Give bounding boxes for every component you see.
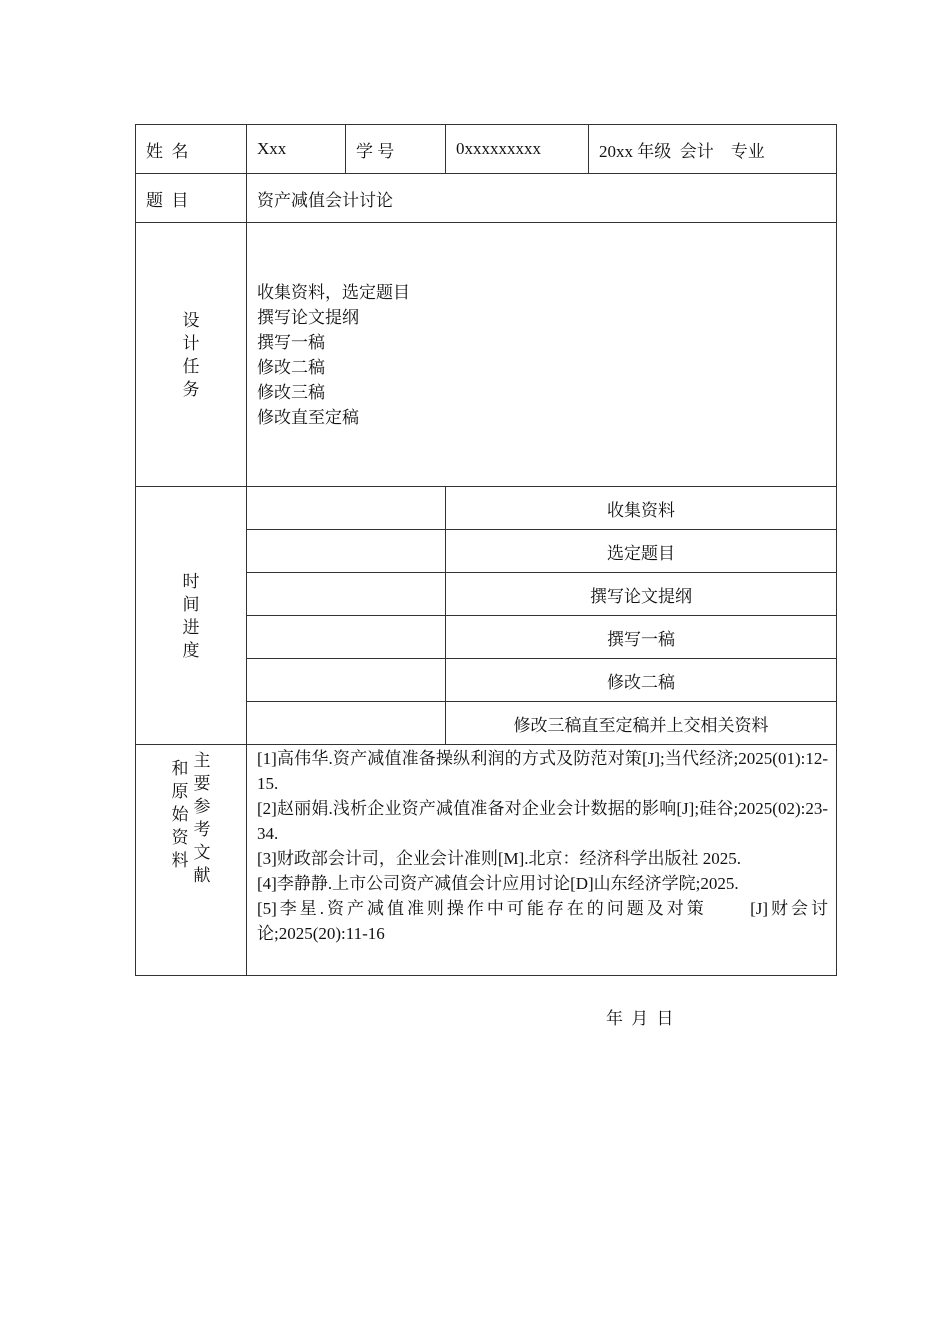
schedule-label-char: 间 (182, 594, 200, 614)
references-label-char: 料 (171, 851, 189, 870)
signature-date: 年 月 日 (606, 1009, 674, 1028)
schedule-task: 收集资料 (446, 487, 837, 530)
task-label (136, 223, 247, 487)
schedule-time (247, 573, 446, 616)
schedule-label-char: 进 (182, 617, 200, 637)
references-label-char: 始 (171, 805, 189, 824)
reference-item: [5]李星.资产减值准则操作中可能存在的问题及对策 [J]财会讨论;2025(20):11-16 (257, 899, 828, 943)
schedule-time (247, 616, 446, 659)
schedule-time (247, 530, 446, 573)
student-no-value: 0xxxxxxxxx (446, 125, 589, 174)
task-item: 修改二稿 (257, 357, 325, 377)
references-list (247, 745, 837, 976)
references-label-char: 参 (193, 797, 211, 816)
task-item: 修改直至定稿 (257, 407, 359, 427)
task-item: 撰写论文提纲 (257, 307, 359, 327)
name-value: Xxx (247, 125, 346, 174)
task-label-char: 任 (182, 356, 200, 376)
schedule-label-char: 度 (182, 640, 200, 660)
schedule-task: 撰写一稿 (446, 616, 837, 659)
reference-item: [4]李静静.上市公司资产减值会计应用讨论[D]山东经济学院;2025. (257, 874, 739, 893)
reference-item: [2]赵丽娟.浅析企业资产减值准备对企业会计数据的影响[J];硅谷;2025(02):23-34. (257, 799, 828, 843)
task-item: 修改三稿 (257, 382, 325, 402)
references-label-char: 原 (171, 782, 189, 801)
references-label-char: 要 (193, 774, 211, 793)
references-label-char: 资 (171, 828, 189, 847)
schedule-time (247, 487, 446, 530)
task-label-char: 计 (182, 333, 200, 353)
references-label-char: 献 (193, 866, 211, 885)
schedule-label (136, 487, 247, 745)
task-label-char: 设 (182, 310, 200, 330)
reference-item: [1]高伟华.资产减值准备操纵利润的方式及防范对策[J];当代经济;2025(01):12-15. (257, 749, 828, 793)
assignment-form (135, 124, 837, 976)
references-label-char: 文 (193, 843, 211, 862)
topic-label: 题 目 (136, 174, 247, 223)
schedule-time (247, 702, 446, 745)
references-label-char: 考 (193, 820, 211, 839)
schedule-task: 修改三稿直至定稿并上交相关资料 (446, 702, 837, 745)
references-label (136, 745, 247, 976)
task-item: 撰写一稿 (257, 332, 325, 352)
task-list (247, 223, 837, 487)
schedule-task: 修改二稿 (446, 659, 837, 702)
task-item: 收集资料，选定题目 (257, 282, 410, 302)
task-label-char: 务 (182, 379, 200, 399)
schedule-task: 撰写论文提纲 (446, 573, 837, 616)
references-label-char: 主 (193, 751, 211, 770)
grade-major: 20xx 年级 会计 专业 (589, 125, 837, 174)
name-label: 姓 名 (136, 125, 247, 174)
topic-value: 资产减值会计讨论 (247, 174, 837, 223)
schedule-label-char: 时 (182, 571, 200, 591)
references-label-char: 和 (171, 759, 189, 778)
schedule-task: 选定题目 (446, 530, 837, 573)
schedule-time (247, 659, 446, 702)
student-no-label: 学 号 (346, 125, 446, 174)
reference-item: [3]财政部会计司，企业会计准则[M].北京：经济科学出版社 2025. (257, 849, 742, 868)
